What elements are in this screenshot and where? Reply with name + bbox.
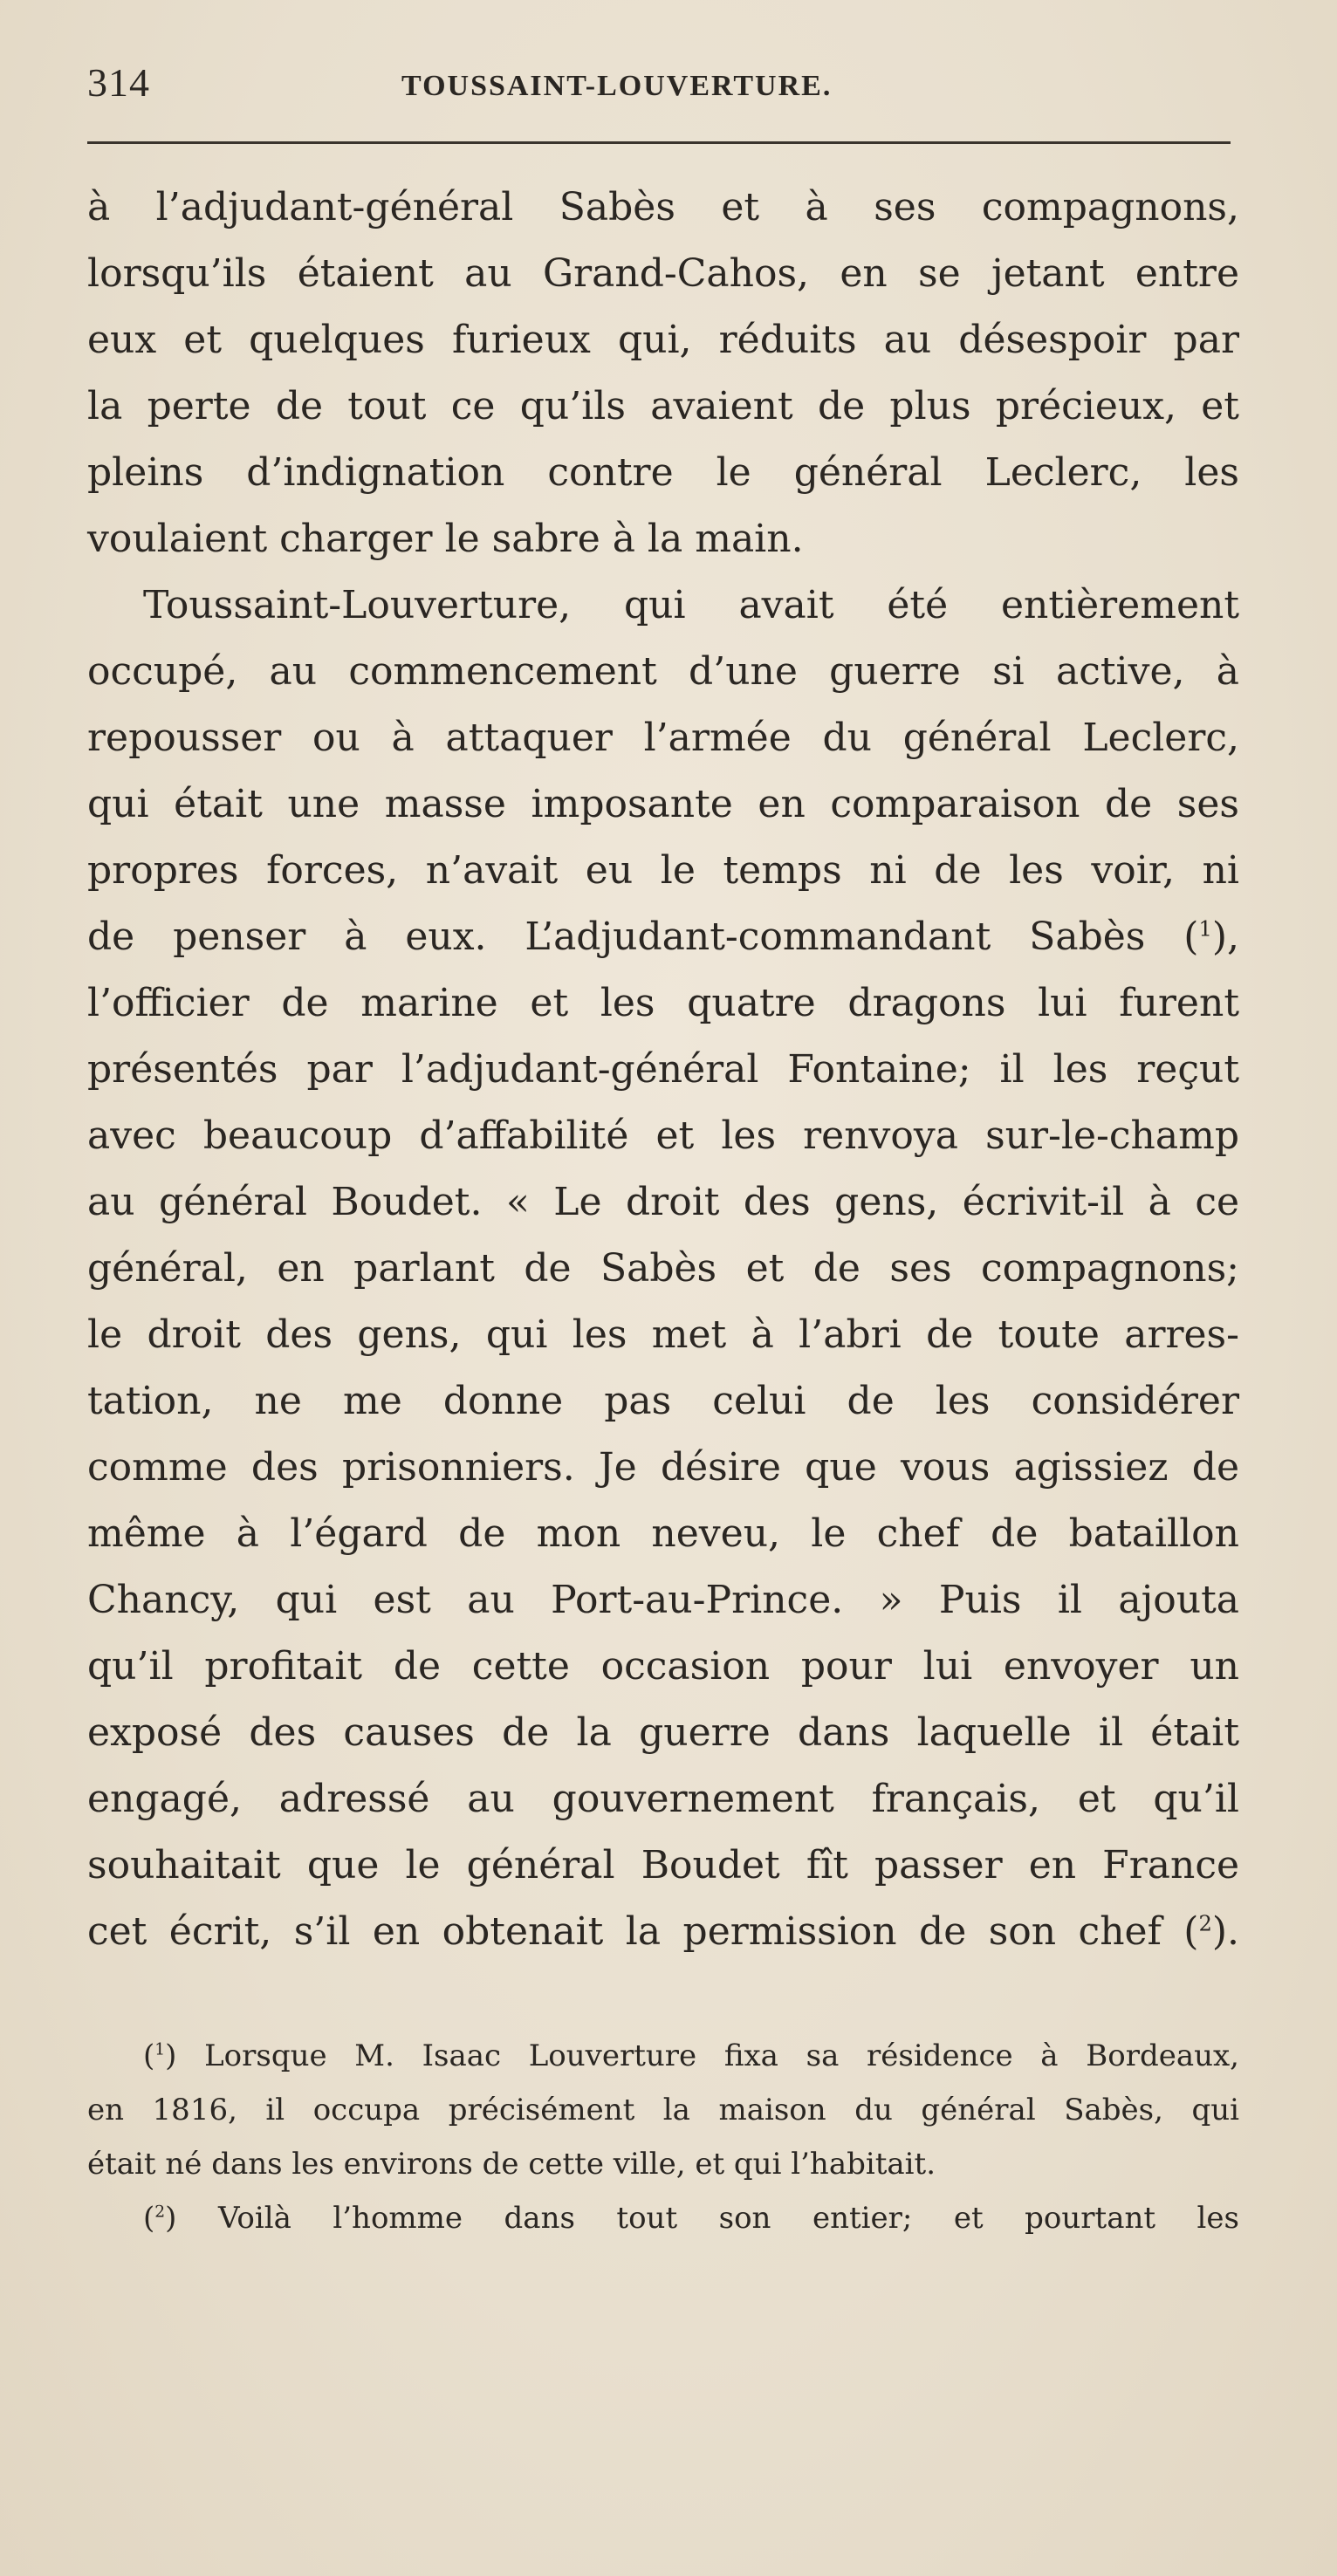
- text-line: avec beaucoup d’affabilité et les renvoya sur-le-champ: [87, 1113, 1239, 1158]
- footnote-text: Voilà l’homme dans tout son entier; et pourtant les: [217, 2201, 1239, 2236]
- text-line: exposé des causes de la guerre dans laquelle il était: [87, 1710, 1239, 1755]
- text-line: la perte de tout ce qu’ils avaient de plus précieux, et: [87, 384, 1239, 428]
- text-line: occupé, au commencement d’une guerre si active, à: [87, 649, 1239, 694]
- footnotes: [87, 2029, 1239, 2245]
- text-fragment: cet écrit, s’il en obtenait la permission de son chef (: [87, 1909, 1199, 1954]
- text-line: repousser ou à attaquer l’armée du général Leclerc,: [87, 716, 1239, 760]
- text-line: engagé, adressé au gouvernement français, et qu’il: [87, 1777, 1239, 1821]
- text-line-with-footnote-ref: [87, 1899, 1239, 1965]
- text-line: tation, ne me donne pas celui de les considérer: [87, 1379, 1239, 1423]
- page-header: [87, 52, 1239, 113]
- footnote-2: [87, 2191, 1239, 2245]
- footnote-1: [87, 2029, 1239, 2083]
- text-line: général, en parlant de Sabès et de ses compagnons;: [87, 1246, 1239, 1291]
- body-text: [87, 175, 1239, 1965]
- text-line-with-footnote-ref: [87, 904, 1239, 970]
- footnote-marker-close: ): [165, 2038, 177, 2073]
- text-line: à l’adjudant-général Sabès et à ses compagnons,: [87, 185, 1239, 230]
- text-line: l’officier de marine et les quatre dragons lui furent: [87, 981, 1239, 1025]
- text-line: propres forces, n’avait eu le temps ni de les voir, ni: [87, 848, 1239, 893]
- text-line: qui était une masse imposante en comparaison de ses: [87, 782, 1239, 826]
- text-line: Chancy, qui est au Port-au-Prince. » Puis il ajouta: [87, 1578, 1239, 1622]
- text-line: Toussaint-Louverture, qui avait été entièrement: [143, 583, 1239, 627]
- text-line: au général Boudet. « Le droit des gens, écrivit-il à ce: [87, 1180, 1239, 1224]
- footnote-ref-2: 2: [1198, 1911, 1212, 1936]
- footnote-line: en 1816, il occupa précisément la maison du général Sabès, qui: [87, 2093, 1239, 2127]
- text-line: comme des prisonniers. Je désire que vous agissiez de: [87, 1445, 1239, 1490]
- text-line: même à l’égard de mon neveu, le chef de bataillon: [87, 1511, 1239, 1556]
- header-rule: [87, 141, 1231, 144]
- footnote-text: Lorsque M. Isaac Louverture fixa sa résidence à Bordeaux,: [204, 2038, 1239, 2073]
- footnote-line: était né dans les environs de cette ville, et qui l’habitait.: [87, 2147, 936, 2182]
- text-line: eux et quelques furieux qui, réduits au désespoir par: [87, 318, 1239, 362]
- text-line: le droit des gens, qui les met à l’abri de toute arres-: [87, 1312, 1239, 1357]
- text-line: présentés par l’adjudant-général Fontaine; il les reçut: [87, 1047, 1239, 1092]
- text-fragment: de penser à eux. L’adjudant-commandant Sabès (: [87, 915, 1199, 959]
- footnote-marker-open: (: [143, 2201, 155, 2236]
- text-line: pleins d’indignation contre le général Leclerc, les: [87, 450, 1239, 495]
- text-line: lorsqu’ils étaient au Grand-Cahos, en se jetant entre: [87, 251, 1239, 296]
- text-fragment: ),: [1211, 915, 1239, 959]
- text-fragment: ).: [1211, 1909, 1239, 1954]
- footnote-ref-1: 1: [1198, 916, 1212, 942]
- text-line: souhaitait que le général Boudet fît passer en France: [87, 1843, 1239, 1887]
- text-line: qu’il profitait de cette occasion pour lui envoyer un: [87, 1644, 1239, 1689]
- footnote-marker-close: ): [165, 2201, 177, 2236]
- page-number: 314: [87, 60, 150, 105]
- footnote-marker-1: 1: [154, 2040, 166, 2059]
- footnote-marker-open: (: [143, 2038, 155, 2073]
- text-line: voulaient charger le sabre à la main.: [87, 517, 804, 561]
- footnote-marker-2: 2: [154, 2203, 166, 2222]
- running-head: TOUSSAINT-LOUVERTURE.: [401, 70, 833, 102]
